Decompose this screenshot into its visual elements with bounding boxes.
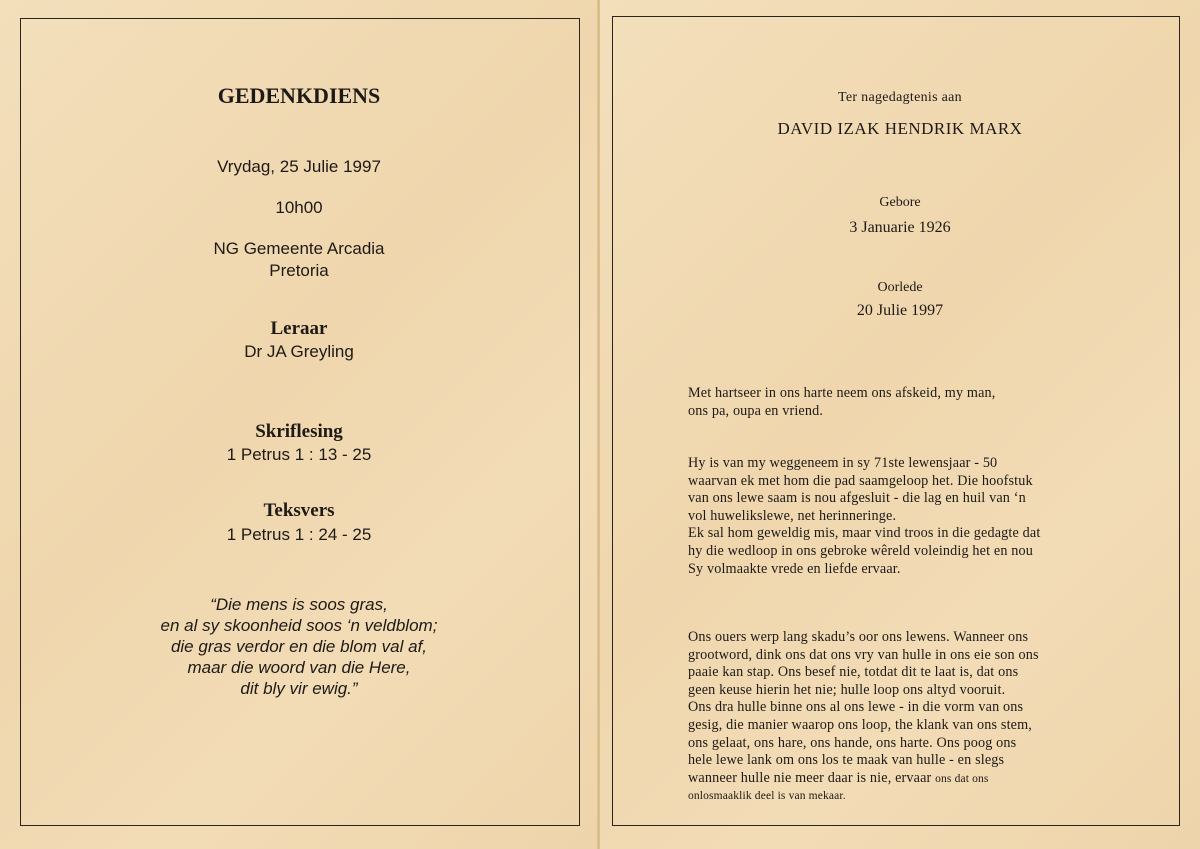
paragraph-line: ons gelaat, ons hare, ons hande, ons harte. Ons poog ons [688,734,1017,751]
born-label: Gebore [879,195,921,210]
paragraph-line: Ons dra hulle binne ons al ons lewe - in die vorm van ons [688,699,1024,716]
paragraph-line: hele lewe lank om ons los te maak van hulle - en slegs [688,752,1005,769]
venue [0,238,598,282]
paragraph-line: grootword, dink ons dat ons vry van hulle in ons eie son ons [688,646,1039,663]
paragraph-line: hy die wedloop in ons gebroke wêreld voleindig het en nou [688,542,1034,559]
service-time: 10h00 [275,198,323,217]
paragraph-line: paaie kan stap. Ons besef nie, totdat dit te laat is, dat ons [688,664,1019,681]
paragraph-line: van ons lewe saam is nou afgesluit - die lag en huil van ‘n [688,490,1026,507]
paragraph-line: waarvan ek met hom die pad saamgeloop het. Die hoofstuk [688,472,1033,489]
reading-reference: 1 Petrus 1 : 13 - 25 [226,445,372,464]
page-title: GEDENKDIENS [217,83,381,108]
deceased-name: DAVID IZAK HENDRIK MARX [777,119,1023,138]
minister-heading: Leraar [270,318,328,339]
paragraph-line: Hy is van my weggeneem in sy 71ste lewensjaar - 50 [688,455,998,471]
farewell-paragraph [688,385,1128,420]
left-page [0,0,598,849]
paragraph-line: Sy volmaakte vrede en liefde ervaar. [688,560,901,577]
paragraph-line: Ons ouers werp lang skadu’s oor ons lewens. Wanneer ons [688,629,1029,645]
paragraph-line: geen keuse hierin het nie; hulle loop ons altyd vooruit. [688,681,1006,698]
paragraph-line: Met hartseer in ons harte neem ons afskeid, my man, [688,385,996,401]
text-verse-reference: 1 Petrus 1 : 24 - 25 [226,525,372,544]
tribute-paragraph [688,455,1128,578]
paragraph-line: gesig, die manier waarop ons loop, the klank van ons stem, [688,716,1033,733]
paragraph-line: Ek sal hom geweldig mis, maar vind troos in die gedagte dat [688,525,1041,542]
paragraph-line-final: onlosmaaklik deel is van mekaar. [688,790,846,803]
paragraph-line [688,770,1128,789]
paragraph-line: vol huwelikslewe, net herinneringe. [688,507,897,524]
paragraph-line-small: ons dat ons [935,772,989,785]
paragraph-line: ons pa, oupa en vriend. [688,402,824,419]
memory-label: Ter nagedagtenis aan [838,90,962,105]
quote-line: maar die woord van die Here, [187,658,411,677]
text-verse-heading: Teksvers [263,500,335,521]
venue-line: Pretoria [269,261,329,280]
quote-line: “Die mens is soos gras, [210,595,388,614]
born-date: 3 Januarie 1926 [849,219,951,236]
quote-line: en al sy skoonheid soos ‘n veldblom; [160,616,438,635]
quote-line: dit bly vir ewig.” [240,679,358,698]
reading-heading: Skriflesing [255,421,343,442]
died-date: 20 Julie 1997 [856,302,944,319]
minister-name: Dr JA Greyling [244,342,354,361]
right-page [600,0,1200,849]
venue-line: NG Gemeente Arcadia [213,239,385,258]
paragraph-line-main: wanneer hulle nie meer daar is nie, ervaar [688,769,936,786]
service-date: Vrydag, 25 Julie 1997 [217,157,381,176]
parents-paragraph [688,629,1128,806]
scripture-quote [0,594,598,699]
quote-line: die gras verdor en die blom val af, [170,637,428,656]
died-label: Oorlede [877,280,923,295]
